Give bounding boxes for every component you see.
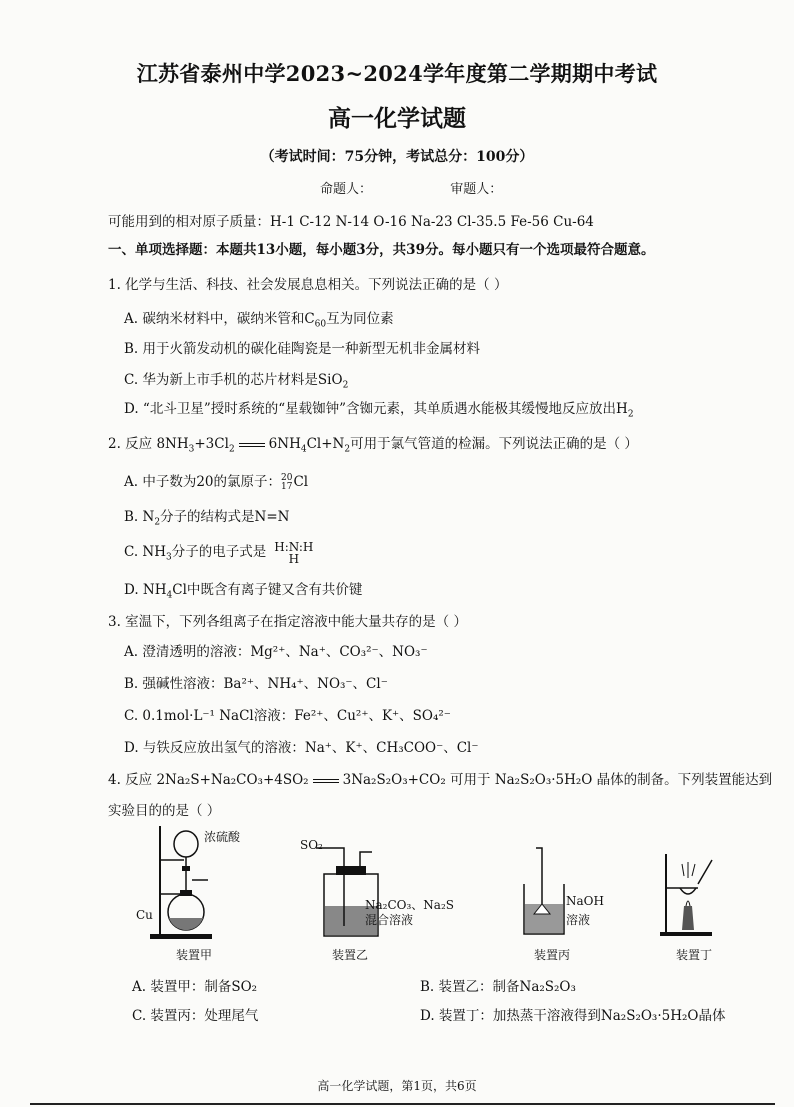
q2-a-text: A. 中子数为20的氯原子：: [124, 474, 282, 490]
q3-option-b: B. 强碱性溶液：Ba²⁺、NH₄⁺、NO₃⁻、Cl⁻: [124, 676, 388, 692]
bottom-border: [30, 1103, 775, 1105]
nuclide-numbers: [281, 474, 292, 492]
q1-a-sub: 60: [314, 319, 327, 330]
q2-c-text: C. NH: [124, 544, 167, 560]
equals-sign-icon: [313, 779, 339, 783]
q1-a-text: A. 碳纳米材料中，碳纳米管和C: [124, 311, 315, 327]
q4-option-d: D. 装置丁：加热蒸干溶液得到Na₂S₂O₃·5H₂O晶体: [420, 1008, 726, 1024]
q2-d-post: Cl中既含有离子键又含有共价键: [172, 582, 363, 598]
fig-label-acid: 浓硫酸: [204, 830, 241, 844]
apparatus-bing-figure: [520, 844, 570, 936]
q1-stem: 1. 化学与生活、科技、社会发展息息相关。下列说法正确的是（ ）: [108, 277, 508, 293]
q2-c-sub: 3: [166, 552, 172, 563]
q4-option-a: A. 装置甲：制备SO₂: [132, 979, 258, 995]
q2-option-b: [124, 505, 290, 528]
q2-option-d: [124, 578, 362, 601]
page-footer: 高一化学试题，第1页，共6页: [317, 1079, 477, 1093]
q3-option-c: C. 0.1mol·L⁻¹ NaCl溶液：Fe²⁺、Cu²⁺、K⁺、SO₄²⁻: [124, 708, 451, 724]
q1-c-text: C. 华为新上市手机的芯片材料是SiO: [124, 372, 343, 388]
exam-title: 江苏省泰州中学2023~2024学年度第二学期期中考试: [136, 61, 658, 86]
q4-stem-line2: 实验目的的是（ ）: [108, 803, 221, 819]
q2-sub1: 3: [188, 444, 195, 455]
electron-formula-top: H:N:H: [274, 539, 314, 554]
fig-label-mix1: Na₂CO₃、Na₂S: [365, 898, 454, 912]
electron-formula-bottom: H: [288, 551, 300, 566]
q2-option-c: [124, 540, 313, 565]
q2-stem-a: 2. 反应 8NH: [108, 436, 189, 452]
q2-stem-d: Cl+N: [306, 436, 345, 452]
author-label: 命题人：: [320, 182, 373, 197]
q1-option-d: [124, 397, 634, 420]
apparatus-ding-figure: [658, 848, 718, 938]
q4-stem-a: 4. 反应 2Na₂S+Na₂CO₃+4SO₂: [108, 772, 309, 788]
fig-label-so2: SO₂: [300, 838, 323, 852]
cap-ding: 装置丁: [676, 948, 713, 962]
exam-info: （考试时间：75分钟，考试总分：100分）: [260, 149, 534, 165]
q4-option-c: C. 装置丙：处理尾气: [132, 1008, 259, 1024]
cap-yi: 装置乙: [332, 948, 369, 962]
q4-option-b: B. 装置乙：制备Na₂S₂O₃: [420, 979, 576, 995]
q1-c-sub: 2: [342, 380, 349, 391]
mass-number: 20: [281, 472, 293, 483]
q2-d-text: D. NH: [124, 582, 167, 598]
section1-heading: 一、单项选择题：本题共13小题，每小题3分，共39分。每小题只有一个选项最符合题意。: [108, 242, 655, 258]
q3-stem: 3. 室温下，下列各组离子在指定溶液中能大量共存的是（ ）: [108, 614, 467, 630]
cap-bing: 装置丙: [534, 948, 571, 962]
q2-sub2: 2: [228, 444, 235, 455]
q2-stem-c: 6NH: [268, 436, 301, 452]
exam-subtitle: 高一化学试题: [328, 105, 466, 132]
fig-label-naoh1: NaOH: [566, 894, 604, 908]
q1-option-b: B. 用于火箭发动机的碳化硅陶瓷是一种新型无机非金属材料: [124, 341, 481, 357]
cap-jia: 装置甲: [176, 948, 213, 962]
q4-stem-line1: [108, 768, 772, 788]
q2-sub4: 2: [344, 444, 351, 455]
q1-d-sub: 2: [627, 409, 634, 420]
q1-a-post: 互为同位素: [326, 311, 394, 327]
q3-option-a: A. 澄清透明的溶液：Mg²⁺、Na⁺、CO₃²⁻、NO₃⁻: [124, 644, 428, 660]
q2-d-sub: 4: [166, 590, 173, 601]
fig-label-cu: Cu: [136, 908, 153, 922]
author-line: [320, 178, 502, 197]
fig-label-mix2: 混合溶液: [365, 913, 414, 927]
atomic-masses: 可能用到的相对原子质量：H-1 C-12 N-14 O-16 Na-23 Cl-35.5 Fe-56 Cu-64: [108, 214, 594, 230]
q2-option-a: [124, 470, 308, 492]
q1-d-text: D. “北斗卫星”授时系统的“星载铷钟”含铷元素，其单质遇水能极其缓慢地反应放出H: [124, 401, 628, 417]
q4-stem-b: 3Na₂S₂O₃+CO₂ 可用于 Na₂S₂O₃·5H₂O 晶体的制备。下列装置能达到: [342, 772, 773, 788]
atomic-number: 17: [281, 481, 293, 492]
equals-sign-icon: [239, 443, 265, 447]
q2-stem-e: 可用于氯气管道的检漏。下列说法正确的是（ ）: [350, 436, 638, 452]
q2-sub3: 4: [300, 444, 307, 455]
q2-b-text: B. N: [124, 509, 155, 525]
q2-b-post: 分子的结构式是N=N: [160, 509, 290, 525]
fig-label-naoh2: 溶液: [566, 913, 591, 927]
q1-option-c: [124, 368, 348, 391]
reviewer-label: 审题人：: [450, 182, 503, 197]
nuclide-symbol: Cl: [293, 474, 309, 490]
q2-stem-b: +3Cl: [194, 436, 229, 452]
q2-b-sub: 2: [154, 517, 161, 528]
q2-c-post: 分子的电子式是: [171, 544, 267, 560]
electron-formula: [274, 541, 313, 565]
q1-option-a: [124, 307, 394, 330]
q3-option-d: D. 与铁反应放出氢气的溶液：Na⁺、K⁺、CH₃COO⁻、Cl⁻: [124, 740, 479, 756]
q2-stem: [108, 432, 638, 455]
